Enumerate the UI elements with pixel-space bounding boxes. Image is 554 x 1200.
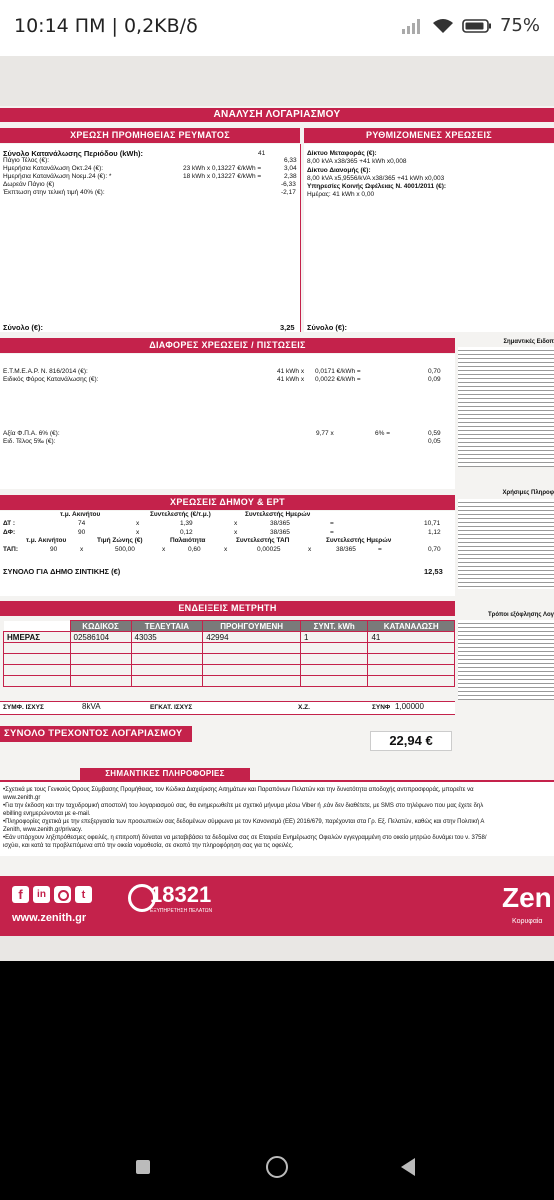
recents-button[interactable] xyxy=(136,1160,150,1174)
tap-col: Συντελεστής Ημερών xyxy=(326,537,392,544)
other-row-label: Ειδ. Τέλος 5‰ (€): xyxy=(3,438,56,445)
right-notes-text xyxy=(458,620,554,700)
municipal-row-label: ΔΤ : xyxy=(3,520,16,527)
tap-col: Συντελεστής ΤΑΠ xyxy=(236,537,290,544)
regulated-line: Υπηρεσίες Κοινής Ωφέλειας Ν. 4001/2011 (€): xyxy=(307,183,447,190)
other-row-value: 0,70 xyxy=(428,368,441,375)
right-notes-column xyxy=(458,338,554,768)
municipal-col-days: Συντελεστής Ημερών xyxy=(245,511,311,518)
right-notes-title: Σημαντικές Ειδοπ xyxy=(503,339,554,345)
note-line: www.zenith.gr xyxy=(3,795,41,801)
footer-website[interactable]: www.zenith.gr xyxy=(12,912,87,924)
meter-summary-row xyxy=(0,701,455,715)
supply-row-label: Ημερήσια Κατανάλωση Νοεμ.24 (€): * xyxy=(3,173,112,180)
other-row-value: 0,05 xyxy=(428,438,441,445)
regulated-sum-label: Σύνολο (€): xyxy=(307,323,348,332)
supply-row-label: Πάγιο Τέλος (€): xyxy=(3,157,50,164)
instagram-icon[interactable] xyxy=(54,886,71,903)
other-row-value: 0,59 xyxy=(428,430,441,437)
times-sign: x xyxy=(234,520,238,527)
other-row-rate: 6% = xyxy=(375,430,390,437)
installed-label: ΕΓΚΑΤ. ΙΣΧΥΣ xyxy=(150,704,193,711)
equals-sign: = xyxy=(330,529,334,536)
battery-level: 75% xyxy=(499,15,540,36)
equals-sign: = xyxy=(378,546,382,553)
tap-coef: 0,00025 xyxy=(257,546,281,553)
times-sign: x xyxy=(162,546,166,553)
municipal-header: ΧΡΕΩΣΕΙΣ ΔΗΜΟΥ & ΕΡΤ xyxy=(0,495,455,510)
regulated-line: Δίκτυο Μεταφοράς (€): xyxy=(307,150,377,157)
table-row xyxy=(4,632,455,643)
meter-cell: 43035 xyxy=(131,632,203,643)
equals-sign: = xyxy=(330,520,334,527)
regulated-line: Δίκτυο Διανομής (€): xyxy=(307,167,371,174)
supply-row-value: -6,33 xyxy=(281,181,296,188)
back-button[interactable] xyxy=(401,1158,415,1176)
note-line: •Πληροφορίες σχετικά με την επεξεργασία των προσωπικών σας δεδομένων σύμφωνα με τον Κανονισμό (ΕΕ) 2016/679, παρέχονται στα Γρ. Εξ. Πελατών, καθώς και στην Πολιτική Α xyxy=(3,819,485,825)
xz-label: Χ.Ζ. xyxy=(298,704,310,711)
bill-analysis-title: ΑΝΑΛΥΣΗ ΛΟΓΑΡΙΑΣΜΟΥ xyxy=(0,108,554,122)
regulated-panel xyxy=(304,144,554,332)
municipal-row-coef: 0,12 xyxy=(180,529,193,536)
supply-header: ΧΡΕΩΣΗ ΠΡΟΜΗΘΕΙΑΣ ΡΕΥΜΑΤΟΣ xyxy=(0,128,300,143)
supply-row-calc: 18 kWh x 0,13227 €/kWh = xyxy=(183,173,262,180)
total-value: 22,94 € xyxy=(370,731,452,751)
factor-value: 1,00000 xyxy=(395,702,424,711)
supply-row-label: Έκπτωση στην τελική τιμή 40% (€): xyxy=(3,189,105,196)
note-line: •Για την έκδοση και την ταχυδρομική αποστολή του λογαριασμού σας, θα ενημερωθείτε με σχετικό μήνυμα μέσω Viber ή ,εάν δεν διαθέτετε, με SMS στο τηλέφωνο που μας έχετε δηλ xyxy=(3,803,484,809)
municipal-row-value: 10,71 xyxy=(424,520,441,527)
facebook-icon[interactable]: f xyxy=(12,886,29,903)
status-time: 10:14 ΠΜ | 0,2KB/δ xyxy=(14,15,198,37)
supply-row-value: 3,04 xyxy=(284,165,297,172)
navigation-bar xyxy=(0,1144,554,1200)
notes-header: ΣΗΜΑΝΤΙΚΕΣ ΠΛΗΡΟΦΟΡΙΕΣ xyxy=(80,768,250,780)
supply-panel xyxy=(0,144,301,332)
tap-sqm: 90 xyxy=(50,546,58,553)
municipal-row-value: 1,12 xyxy=(428,529,441,536)
other-header: ΔΙΑΦΟΡΕΣ ΧΡΕΩΣΕΙΣ / ΠΙΣΤΩΣΕΙΣ xyxy=(0,338,455,353)
tap-label: ΤΑΠ: xyxy=(3,546,19,553)
tap-days: 38/365 xyxy=(336,546,356,553)
right-notes-text xyxy=(458,499,554,589)
other-row-label: Ειδικός Φόρος Κατανάλωσης (€): xyxy=(3,376,99,383)
tap-age: 0,60 xyxy=(188,546,201,553)
home-button[interactable] xyxy=(266,1156,288,1178)
power-value: 8kVA xyxy=(82,702,101,711)
municipal-row-sqm: 74 xyxy=(78,520,86,527)
other-row-rate: 0,0022 €/kWh = xyxy=(315,376,361,383)
times-sign: x xyxy=(80,546,84,553)
municipal-total-value: 12,53 xyxy=(424,567,443,576)
meter-table-header xyxy=(4,621,455,632)
municipal-row-days: 38/365 xyxy=(270,529,290,536)
municipal-row-coef: 1,39 xyxy=(180,520,193,527)
notes-panel xyxy=(0,780,554,856)
status-bar xyxy=(0,0,554,56)
meter-header: ΕΝΔΕΙΞΕΙΣ ΜΕΤΡΗΤΗ xyxy=(0,601,455,616)
municipal-row-sqm: 90 xyxy=(78,529,86,536)
meter-cell: 41 xyxy=(368,632,455,643)
status-icons xyxy=(402,15,540,36)
times-sign: x xyxy=(136,520,140,527)
meter-col xyxy=(4,621,71,632)
brand-tagline: Κορυφαία xyxy=(512,918,543,925)
meter-col: ΣΥΝΤ. kWh xyxy=(300,621,368,632)
tap-col: Παλαιότητα xyxy=(170,537,206,544)
tap-col: τ.μ. Ακινήτου xyxy=(26,537,67,544)
meter-cell: 1 xyxy=(300,632,368,643)
signal-icon xyxy=(402,18,424,34)
table-row xyxy=(4,654,455,665)
right-notes-title: Τρόποι εξόφλησης Λογ xyxy=(488,611,554,618)
regulated-line: 8,00 kVA x38/365 +41 kWh x0,008 xyxy=(307,158,407,165)
times-sign: x xyxy=(136,529,140,536)
supply-row-label: Δωρεάν Πάγιο (€) xyxy=(3,181,55,188)
note-line: ebilling ενημερώνονται με e-mail. xyxy=(3,811,91,817)
other-panel xyxy=(0,354,455,489)
regulated-line: Ημέρας: 41 kWh x 0,00 xyxy=(307,191,375,198)
municipal-panel xyxy=(0,511,455,596)
supply-row-value: -2,17 xyxy=(281,189,296,196)
supply-row-calc: 23 kWh x 0,13227 €/kWh = xyxy=(183,165,262,172)
footer-band xyxy=(0,876,554,936)
supply-row-label: Ημερήσια Κατανάλωση Οκτ.24 (€): xyxy=(3,165,104,172)
social-icons xyxy=(12,886,92,903)
other-row-calc: 9,77 x xyxy=(316,430,334,437)
supply-row-value: 2,38 xyxy=(284,173,297,180)
regulated-line: 8,00 kVA x5,9556/kVA x38/365 +41 kWh x0,003 xyxy=(307,175,445,182)
supply-sum-value: 3,25 xyxy=(280,323,295,332)
tap-col: Τιμή Ζώνης (€) xyxy=(97,537,143,544)
other-row-value: 0,09 xyxy=(428,376,441,383)
municipal-col-sqm: τ.μ. Ακινήτου xyxy=(60,511,101,518)
bill-document xyxy=(0,56,554,961)
municipal-col-coef: Συντελεστής (€/τ.μ.) xyxy=(150,511,211,518)
other-row-label: Ε.Τ.Μ.Ε.Α.Ρ. Ν. 816/2014 (€): xyxy=(3,368,88,375)
linkedin-icon[interactable]: in xyxy=(33,886,50,903)
meter-col: ΚΑΤΑΝΑΛΩΣΗ xyxy=(368,621,455,632)
meter-col: ΚΩΔΙΚΟΣ xyxy=(70,621,131,632)
supply-row-value: 6,33 xyxy=(284,157,297,164)
right-notes-title: Χρήσιμες Πληροφ xyxy=(502,490,554,497)
meter-table xyxy=(3,620,455,687)
municipal-row-label: ΔΦ: xyxy=(3,529,16,536)
meter-cell: ΗΜΕΡΑΣ xyxy=(4,632,71,643)
supply-total-label: Σύνολο Κατανάλωσης Περιόδου (kWh): xyxy=(3,149,144,158)
municipal-total-label: ΣΥΝΟΛΟ ΓΙΑ ΔΗΜΟ ΣΙΝΤΙΚΗΣ (€) xyxy=(3,567,121,576)
meter-col: ΤΕΛΕΥΤΑΙΑ xyxy=(131,621,203,632)
times-sign: x xyxy=(234,529,238,536)
wifi-icon xyxy=(432,18,454,34)
tap-value: 0,70 xyxy=(428,546,441,553)
meter-cell: 42994 xyxy=(203,632,301,643)
municipal-row-days: 38/365 xyxy=(270,520,290,527)
right-notes-text xyxy=(458,347,554,467)
footer-phone[interactable]: 18321 xyxy=(150,882,212,907)
other-row-rate: 0,0171 €/kWh = xyxy=(315,368,361,375)
table-row xyxy=(4,676,455,687)
factor-label: ΣΥΝΦ xyxy=(372,704,391,711)
battery-icon xyxy=(462,19,492,33)
table-row xyxy=(4,665,455,676)
times-sign: x xyxy=(224,546,228,553)
other-row-calc: 41 kWh x xyxy=(277,368,305,375)
other-row-label: Αξία Φ.Π.Α. 6% (€): xyxy=(3,430,60,437)
note-line: Zenith, www.zenith.gr/privacy. xyxy=(3,827,83,833)
tap-zone: 500,00 xyxy=(115,546,135,553)
meter-cell: 02586104 xyxy=(70,632,131,643)
other-row-calc: 41 kWh x xyxy=(277,376,305,383)
times-sign: x xyxy=(308,546,312,553)
power-label: ΣΥΜΦ. ΙΣΧΥΣ xyxy=(3,704,44,711)
viewer-background xyxy=(0,961,554,1144)
note-line: •Σχετικά με τους Γενικούς Όρους Σύμβασης Προμήθειας, τον Κώδικα Διαχείρισης Αιτημάτων και Παραπόνων Πελατών και την δυνατότητα αποδοχής αντιπροσφοράς, μπορείτε να xyxy=(3,787,474,793)
supply-sum-label: Σύνολο (€): xyxy=(3,323,44,332)
regulated-header: ΡΥΘΜΙΖΟΜΕΝΕΣ ΧΡΕΩΣΕΙΣ xyxy=(304,128,554,143)
footer-phone-sub: ΕΞΥΠΗΡΕΤΗΣΗ ΠΕΛΑΤΩΝ xyxy=(150,908,213,914)
table-row xyxy=(4,643,455,654)
note-line: ισχύει, και κατά τα προβλεπόμενα από την οικεία νομοθεσία, σε σκοπό την πληροφόρηση σας για τις οφειλές. xyxy=(3,843,294,849)
meter-col: ΠΡΟΗΓΟΥΜΕΝΗ xyxy=(203,621,301,632)
total-label: ΣΥΝΟΛΟ ΤΡΕΧΟΝΤΟΣ ΛΟΓΑΡΙΑΣΜΟΥ xyxy=(0,726,192,742)
brand-logo: Zen xyxy=(502,882,552,913)
twitter-icon[interactable]: t xyxy=(75,886,92,903)
note-line: •Εάν υπάρχουν ληξιπρόθεσμες οφειλές, η επιτροπή δύναται να μεταβιβάσει τα δεδομένα σας σε Εταιρεία Ενημέρωσης Οφειλών εγγεγραμμένη στο οικείο μητρώο δυνάμει του ν. 3758/ xyxy=(3,835,487,841)
supply-total-value: 41 xyxy=(258,150,266,157)
